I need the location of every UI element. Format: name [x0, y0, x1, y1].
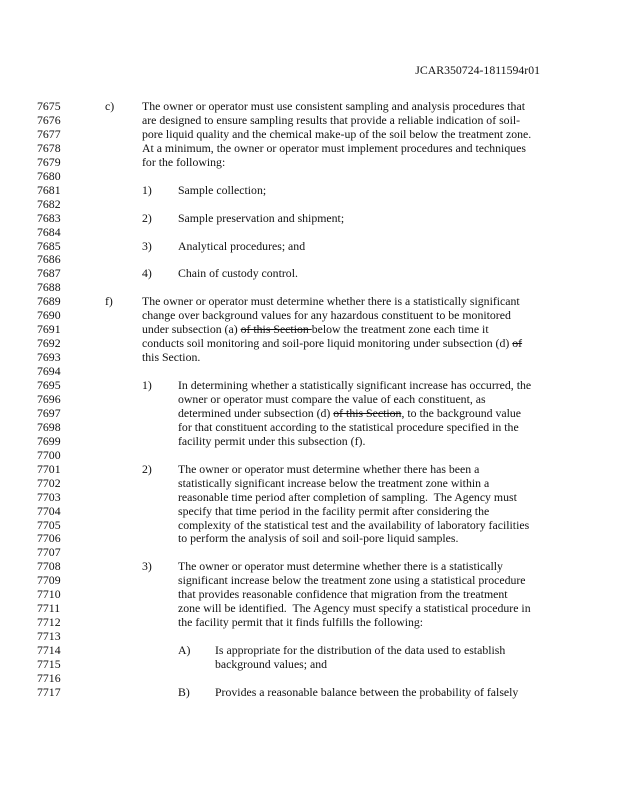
text-segment: for the following:: [142, 154, 226, 169]
line-number: 7709: [37, 573, 61, 588]
text-segment: Analytical procedures; and: [178, 238, 306, 253]
line-text: [178, 601, 531, 615]
line-text: [178, 531, 458, 545]
text-segment: significant increase below the treatment zone using a statistical procedure: [178, 573, 526, 588]
line-number: 7705: [37, 517, 61, 532]
line-text: [178, 420, 519, 434]
text-segment: Is appropriate for the distribution of the data used to establish: [215, 643, 506, 658]
text-segment: determined under subsection (d): [178, 405, 334, 420]
line-number: 7694: [37, 364, 61, 379]
text-segment: Provides a reasonable balance between the probability of falsely: [215, 684, 519, 699]
line-number: 7679: [37, 154, 61, 169]
line-number: 7683: [37, 210, 61, 225]
line-text: [142, 155, 225, 169]
line-number: 7696: [37, 391, 61, 406]
line-text: [178, 615, 423, 629]
text-segment: background values; and: [215, 657, 328, 671]
line-number: 7707: [37, 545, 61, 560]
line-number: 7682: [37, 196, 61, 211]
line-text: [215, 643, 505, 657]
line-number: 7706: [37, 531, 61, 546]
text-segment: are designed to ensure sampling results that provide a reliable indication of soil-: [142, 112, 521, 127]
line-number: 7716: [37, 670, 61, 685]
line-number: 7710: [37, 587, 61, 602]
struck-text: of this Section: [333, 405, 402, 420]
line-text: [178, 559, 503, 573]
text-segment: , to the background value: [401, 405, 522, 420]
text-segment: Sample collection;: [178, 182, 267, 197]
subsection-label: A): [178, 643, 191, 658]
struck-text: of this Section: [240, 322, 312, 337]
line-text: [178, 587, 508, 601]
line-text: [178, 183, 266, 197]
line-number: 7699: [37, 433, 61, 448]
line-text: [142, 322, 489, 336]
line-number: 7701: [37, 461, 61, 476]
text-segment: In determining whether a statistically significant increase has occurred, the: [178, 378, 532, 392]
line-text: [178, 434, 365, 448]
line-text: [142, 294, 520, 308]
text-segment: below the treatment zone each time it: [311, 322, 489, 337]
text-segment: owner or operator must compare the value of each constituent, as: [178, 391, 486, 406]
line-text: [178, 378, 531, 392]
line-number: 7676: [37, 112, 61, 127]
text-segment: zone will be identified. The Agency must specify a statistical procedure in: [178, 601, 531, 616]
line-number: 7678: [37, 140, 61, 155]
text-segment: Chain of custody control.: [178, 266, 298, 281]
line-number: 7704: [37, 503, 61, 518]
line-number: 7713: [37, 629, 61, 644]
line-text: [178, 406, 521, 420]
line-text: [178, 392, 486, 406]
text-segment: to perform the analysis of soil and soil-pore liquid samples.: [178, 531, 459, 546]
line-text: [142, 141, 526, 155]
struck-text: of: [512, 336, 523, 351]
line-text: [178, 490, 517, 504]
line-text: [178, 462, 479, 476]
text-segment: reasonable time period after completion of sampling. The Agency must: [178, 489, 517, 504]
line-number: 7714: [37, 643, 61, 658]
line-text: [142, 127, 531, 141]
subsection-label: f): [105, 294, 113, 309]
line-number: 7684: [37, 224, 61, 239]
text-segment: statistically significant increase below the treatment zone within a: [178, 475, 490, 490]
text-segment: The owner or operator must use consistent sampling and analysis procedures that: [142, 99, 525, 113]
line-number: 7708: [37, 559, 61, 574]
subsection-label: 3): [142, 559, 152, 574]
text-segment: the facility permit that it finds fulfills the following:: [178, 615, 424, 630]
line-text: [178, 518, 529, 532]
line-text: [142, 336, 522, 350]
text-segment: complexity of the statistical test and the availability of laboratory facilities: [178, 517, 530, 532]
line-text: [178, 476, 489, 490]
text-segment: facility permit under this subsection (f).: [178, 433, 366, 448]
subsection-label: B): [178, 684, 190, 699]
subsection-label: c): [105, 99, 115, 113]
line-number: 7689: [37, 294, 61, 309]
document-id-header: JCAR350724-1811594r01: [415, 63, 540, 77]
line-number: 7712: [37, 615, 61, 630]
line-number: 7686: [37, 252, 61, 267]
text-segment: Sample preservation and shipment;: [178, 210, 345, 225]
text-segment: pore liquid quality and the chemical make-up of the soil below the treatment zone.: [142, 126, 532, 141]
line-number: 7681: [37, 182, 61, 197]
line-text: [178, 504, 489, 518]
text-segment: this Section.: [142, 350, 201, 365]
line-number: 7692: [37, 336, 61, 351]
line-number: 7691: [37, 322, 61, 337]
text-segment: The owner or operator must determine whether there has been a: [178, 461, 480, 476]
text-segment: The owner or operator must determine whether there is a statistically: [178, 559, 503, 574]
line-text: [142, 308, 511, 322]
line-text: [178, 239, 305, 253]
line-number: 7695: [37, 378, 61, 392]
line-text: [142, 99, 525, 113]
line-number: 7715: [37, 657, 61, 671]
line-number: 7680: [37, 168, 61, 183]
line-number: 7677: [37, 126, 61, 141]
line-text: [142, 113, 520, 127]
line-number: 7675: [37, 99, 61, 113]
subsection-label: 2): [142, 210, 152, 225]
line-text: [142, 350, 200, 364]
line-number: 7702: [37, 475, 61, 490]
line-text: [215, 657, 327, 671]
line-text: [178, 211, 344, 225]
line-number: 7690: [37, 308, 61, 323]
text-segment: under subsection (a): [142, 322, 241, 337]
line-number: 7697: [37, 405, 61, 420]
text-segment: that provides reasonable confidence that migration from the treatment: [178, 587, 508, 602]
line-number: 7717: [37, 684, 61, 699]
subsection-label: 3): [142, 238, 152, 253]
line-number: 7687: [37, 266, 61, 281]
text-segment: change over background values for any hazardous constituent to be monitored: [142, 308, 511, 323]
subsection-label: 1): [142, 378, 152, 392]
text-segment: At a minimum, the owner or operator must implement procedures and techniques: [142, 140, 526, 155]
text-segment: specify that time period in the facility permit after considering the: [178, 503, 490, 518]
line-text: [215, 685, 518, 699]
subsection-label: 2): [142, 461, 152, 476]
line-number: 7693: [37, 350, 61, 365]
subsection-label: 4): [142, 266, 152, 281]
line-text: [178, 573, 526, 587]
line-number: 7711: [37, 601, 61, 616]
line-number: 7703: [37, 489, 61, 504]
line-text: [178, 266, 298, 280]
line-number: 7685: [37, 238, 61, 253]
text-segment: conducts soil monitoring and soil-pore liquid monitoring under subsection (d): [142, 336, 513, 351]
line-number: 7700: [37, 447, 61, 462]
subsection-label: 1): [142, 182, 152, 197]
line-number: 7688: [37, 280, 61, 295]
line-number: 7698: [37, 419, 61, 434]
text-segment: The owner or operator must determine whether there is a statistically significant: [142, 294, 520, 309]
text-segment: for that constituent according to the statistical procedure specified in the: [178, 419, 519, 434]
